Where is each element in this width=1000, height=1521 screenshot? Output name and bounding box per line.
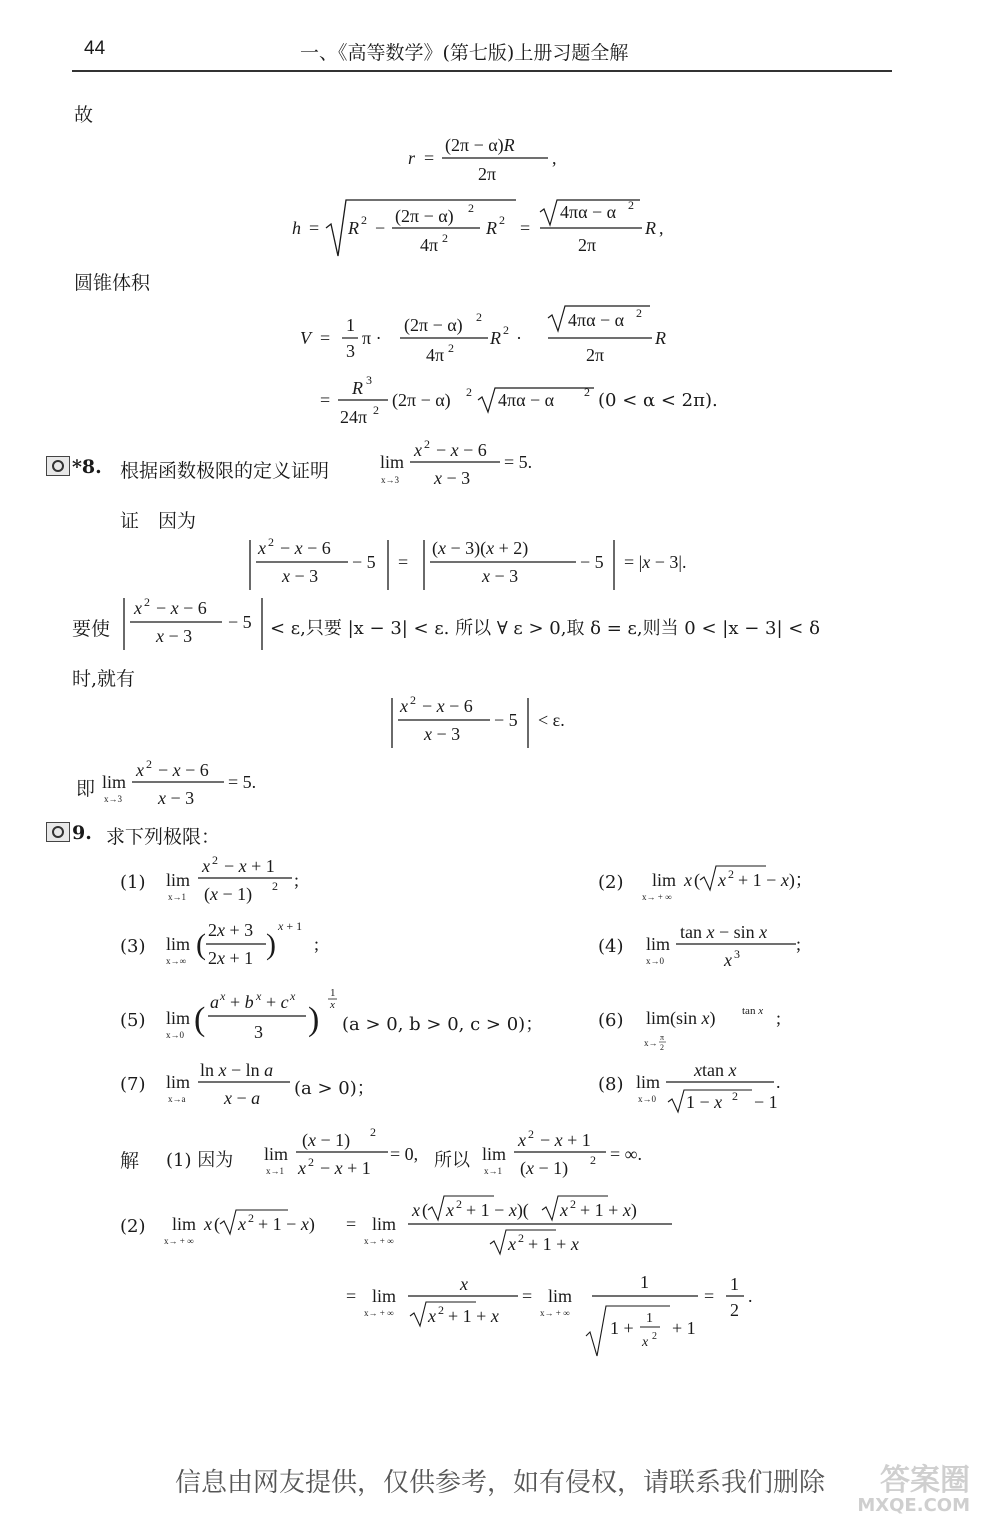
proof-line2-rest: < ε,只要 |x − 3| < ε. 所以 ∀ ε > 0,取 δ = ε,则当 0 < |x − 3| < δ	[270, 618, 820, 639]
svg-text:R: R	[655, 328, 666, 348]
item5-condition: (a > 0, b > 0, c > 0)；	[342, 1014, 544, 1035]
svg-text:2: 2	[146, 757, 152, 771]
svg-text:= 0,: = 0,	[390, 1144, 419, 1164]
svg-text:4πα − α: 4πα − α	[498, 390, 555, 410]
svg-text:1: 1	[640, 1272, 649, 1292]
svg-text:(2π − α): (2π − α)	[392, 390, 451, 410]
svg-text:lim: lim	[482, 1144, 507, 1164]
svg-text:V: V	[300, 328, 311, 348]
volume-condition: (0 < α < 2π).	[598, 390, 718, 411]
svg-text:;: ;	[314, 934, 320, 954]
svg-text:2: 2	[268, 535, 274, 549]
formula-sol-2b	[346, 1272, 753, 1356]
svg-text:2π: 2π	[586, 345, 605, 365]
svg-text:lim: lim	[372, 1286, 397, 1306]
svg-text:x: x	[400, 696, 408, 716]
svg-text:2: 2	[410, 693, 416, 707]
svg-text:(: (	[196, 928, 206, 961]
svg-text:x→: x→	[644, 1038, 658, 1048]
svg-text:= |x − 3|.: = |x − 3|.	[624, 552, 687, 572]
svg-text:a: a	[210, 992, 219, 1012]
problem8-number: *8.	[72, 456, 102, 478]
svg-text:=: =	[398, 552, 409, 572]
svg-text:(x − 1): (x − 1)	[302, 1130, 351, 1150]
svg-text:x: x	[460, 1274, 468, 1294]
formula-V	[300, 306, 666, 365]
proof-line3: 时,就有	[72, 668, 136, 690]
svg-text:): )	[308, 1001, 320, 1038]
watermark-logo: 答案圈	[880, 1463, 970, 1498]
svg-text:2: 2	[652, 1331, 657, 1342]
svg-text:x: x	[508, 1234, 516, 1254]
formula-r	[408, 135, 557, 184]
svg-text:x: x	[414, 440, 422, 460]
svg-text:R: R	[645, 218, 656, 238]
svg-text:x: x	[258, 538, 266, 558]
svg-text:1: 1	[346, 315, 355, 335]
svg-text:=: =	[320, 390, 331, 410]
svg-text:(2π − α)R: (2π − α)R	[445, 135, 515, 155]
svg-text:x: x	[428, 1306, 436, 1326]
svg-text:lim: lim	[646, 934, 671, 954]
svg-text:x − 3: x − 3	[424, 724, 461, 744]
svg-text:(x − 3)(x + 2): (x − 3)(x + 2)	[432, 538, 529, 558]
svg-text:2: 2	[518, 1231, 524, 1245]
svg-text:lim: lim	[166, 1008, 191, 1028]
svg-text:1: 1	[646, 1311, 653, 1326]
svg-text:< ε.: < ε.	[538, 710, 565, 730]
svg-text:=: =	[320, 328, 331, 348]
svg-text:x: x	[724, 950, 732, 970]
svg-text:x: x	[204, 1214, 212, 1234]
svg-text:x: x	[256, 989, 262, 1003]
svg-text:2: 2	[212, 853, 218, 867]
svg-text:+ c: + c	[266, 992, 289, 1012]
problem9-statement: 求下列极限：	[106, 826, 221, 848]
svg-text:− 1: − 1	[754, 1092, 778, 1112]
svg-text:x: x	[238, 1214, 246, 1234]
svg-text:2: 2	[466, 385, 472, 399]
svg-text:+ b: + b	[230, 992, 254, 1012]
formula-9-7	[166, 1060, 290, 1108]
svg-text:2: 2	[528, 1127, 534, 1141]
svg-text:x − 3: x − 3	[282, 566, 319, 586]
question-icon	[46, 456, 70, 476]
svg-text:− 5: − 5	[228, 612, 252, 632]
svg-text:x→0: x→0	[646, 956, 664, 966]
svg-text:x − 3: x − 3	[156, 626, 193, 646]
svg-text:lim(sin x): lim(sin x)	[646, 1008, 716, 1028]
svg-text:3: 3	[346, 341, 355, 361]
svg-text:3: 3	[734, 947, 740, 961]
svg-text:h: h	[292, 218, 301, 238]
svg-text:+ 1 + x): + 1 + x)	[580, 1200, 637, 1220]
svg-text:=: =	[346, 1286, 357, 1306]
volume-label: 圆锥体积	[74, 272, 151, 294]
formula-h	[292, 198, 664, 256]
svg-text:xtan x: xtan x	[694, 1060, 737, 1080]
svg-text:2: 2	[442, 231, 448, 245]
svg-text:lim: lim	[652, 870, 677, 890]
formula-conclusion	[102, 757, 256, 808]
svg-text:x: x	[202, 856, 210, 876]
svg-text:R: R	[352, 378, 363, 398]
formula-9-6	[644, 1005, 781, 1052]
formula-9-4	[646, 922, 801, 970]
item-label: (5)	[120, 1010, 146, 1031]
svg-text:): )	[266, 928, 276, 961]
svg-text:x − a: x − a	[224, 1088, 261, 1108]
item-label: (8)	[598, 1074, 624, 1095]
solution1-intro: (1) 因为	[166, 1150, 234, 1171]
item-label: (7)	[120, 1074, 146, 1095]
svg-text:x: x	[134, 598, 142, 618]
svg-text:1 +: 1 +	[610, 1318, 634, 1338]
proof-line2-start: 要使	[72, 618, 111, 640]
svg-text:2: 2	[732, 1089, 738, 1103]
page-number: 44	[84, 38, 106, 59]
svg-text:x→0: x→0	[166, 1030, 184, 1040]
svg-text:4πα − α: 4πα − α	[560, 202, 617, 222]
svg-text:3: 3	[254, 1022, 263, 1042]
item7-condition: (a > 0)；	[294, 1078, 375, 1099]
item-label: (4)	[598, 936, 624, 957]
svg-text:− x + 1: − x + 1	[320, 1158, 371, 1178]
svg-text:− x + 1: − x + 1	[224, 856, 275, 876]
formula-p8-limit	[380, 437, 532, 488]
svg-text:(: (	[194, 1001, 206, 1038]
svg-text:π ·: π ·	[362, 328, 382, 348]
formula-9-1	[166, 853, 299, 905]
svg-text:lim: lim	[172, 1214, 197, 1234]
svg-text:.: .	[776, 1072, 781, 1092]
svg-text:2: 2	[373, 403, 379, 417]
svg-text:lim: lim	[166, 1072, 191, 1092]
svg-text:x→ + ∞: x→ + ∞	[540, 1308, 570, 1318]
svg-text:2: 2	[730, 1300, 739, 1320]
svg-text:(: (	[422, 1200, 428, 1220]
svg-text:lim: lim	[166, 934, 191, 954]
svg-text:+ 1 − x)；: + 1 − x)；	[738, 870, 813, 890]
svg-text:2: 2	[308, 1155, 314, 1169]
conclusion-label: 即	[76, 778, 96, 800]
running-header: 一、《高等数学》(第七版)上册习题全解	[300, 42, 629, 64]
formula-9-5	[166, 987, 337, 1042]
svg-text:1 − x: 1 − x	[686, 1092, 723, 1112]
svg-text:,: ,	[659, 218, 664, 238]
svg-text:− 5: − 5	[352, 552, 376, 572]
solution2-label: (2)	[120, 1216, 146, 1237]
svg-text:x: x	[136, 760, 144, 780]
svg-text:x→ + ∞: x→ + ∞	[364, 1236, 394, 1246]
formula-proof-2	[124, 595, 262, 650]
svg-text:4π: 4π	[426, 345, 445, 365]
svg-text:x: x	[290, 989, 296, 1003]
svg-text:R: R	[486, 218, 497, 238]
svg-text:− 5: − 5	[494, 710, 518, 730]
problem8-statement: 根据函数极限的定义证明	[120, 460, 330, 482]
svg-text:=: =	[309, 218, 320, 238]
svg-text:x + 1: x + 1	[278, 919, 303, 933]
svg-text:(2π − α): (2π − α)	[395, 206, 454, 226]
svg-text:R: R	[490, 328, 501, 348]
svg-text:x→3: x→3	[381, 475, 399, 485]
formula-proof-3	[392, 693, 565, 748]
svg-text:x→1: x→1	[168, 892, 186, 902]
svg-text:tan x: tan x	[742, 1005, 764, 1017]
svg-text:2: 2	[248, 1211, 254, 1225]
svg-text:x: x	[518, 1130, 526, 1150]
svg-text:2: 2	[476, 310, 482, 324]
svg-text:4πα − α: 4πα − α	[568, 310, 625, 330]
svg-text:x: x	[220, 989, 226, 1003]
svg-text:+ 1: + 1	[672, 1318, 696, 1338]
svg-text:2: 2	[584, 385, 590, 399]
svg-text:=: =	[346, 1214, 357, 1234]
svg-text:− x − 6: − x − 6	[280, 538, 331, 558]
svg-text:2: 2	[570, 1197, 576, 1211]
svg-text:;: ;	[294, 870, 300, 890]
svg-text:(: (	[214, 1214, 220, 1234]
svg-text:lim: lim	[372, 1214, 397, 1234]
svg-text:2: 2	[144, 595, 150, 609]
item-label: (6)	[598, 1010, 624, 1031]
svg-text:4π: 4π	[420, 235, 439, 255]
svg-text:lim: lim	[102, 772, 127, 792]
svg-text:=: =	[704, 1286, 715, 1306]
svg-text:x→ + ∞: x→ + ∞	[164, 1236, 194, 1246]
svg-text:x→∞: x→∞	[166, 956, 186, 966]
formula-V2	[320, 373, 594, 427]
svg-text:= 5.: = 5.	[504, 452, 533, 472]
svg-text:2π: 2π	[578, 235, 597, 255]
item-label: (1)	[120, 872, 146, 893]
formula-9-8	[636, 1060, 781, 1112]
svg-text:x: x	[298, 1158, 306, 1178]
watermark-url: MXQE.COM	[857, 1495, 970, 1516]
svg-text:lim: lim	[264, 1144, 289, 1164]
svg-text:2: 2	[272, 879, 278, 893]
svg-text:− x − 6: − x − 6	[158, 760, 209, 780]
svg-text:2: 2	[448, 341, 454, 355]
formula-sol-2a	[164, 1196, 672, 1254]
svg-text:lim: lim	[166, 870, 191, 890]
svg-text:x→0: x→0	[638, 1094, 656, 1104]
paragraph-gu: 故	[74, 104, 94, 126]
svg-text:x: x	[718, 870, 726, 890]
svg-text:tan x − sin x: tan x − sin x	[680, 922, 768, 942]
svg-text:2: 2	[728, 867, 734, 881]
problem9-number: 9.	[72, 822, 92, 844]
svg-text:=: =	[424, 148, 435, 168]
svg-text:x − 3: x − 3	[434, 468, 471, 488]
svg-text:2x + 3: 2x + 3	[208, 920, 254, 940]
footer-notice: 信息由网友提供，仅供参考，如有侵权，请联系我们删除	[174, 1468, 825, 1498]
formula-9-2	[642, 866, 813, 902]
svg-text:+ 1 − x)(: + 1 − x)(	[466, 1200, 529, 1220]
item-label: (2)	[598, 872, 624, 893]
svg-text:π: π	[660, 1033, 665, 1042]
question-icon	[46, 822, 70, 842]
svg-text:2: 2	[424, 437, 430, 451]
svg-text:+ 1 + x: + 1 + x	[448, 1306, 499, 1326]
svg-text:(2π − α): (2π − α)	[404, 315, 463, 335]
svg-text:− x − 6: − x − 6	[156, 598, 207, 618]
svg-text:x: x	[412, 1200, 420, 1220]
svg-text:−: −	[375, 218, 386, 238]
svg-text:2: 2	[370, 1125, 376, 1139]
svg-text:3: 3	[366, 373, 372, 387]
svg-text:2: 2	[590, 1153, 596, 1167]
svg-text:2: 2	[456, 1197, 462, 1211]
svg-text:x − 3: x − 3	[158, 788, 195, 808]
svg-text:R: R	[348, 218, 359, 238]
formula-proof-1	[250, 535, 687, 590]
svg-text:lim: lim	[548, 1286, 573, 1306]
svg-text:x→ + ∞: x→ + ∞	[364, 1308, 394, 1318]
svg-text:2: 2	[503, 323, 509, 337]
svg-text:.: .	[748, 1286, 753, 1306]
svg-text:2: 2	[636, 306, 642, 320]
svg-text:24π: 24π	[340, 407, 368, 427]
solution-label: 解	[120, 1150, 140, 1172]
svg-text:2: 2	[628, 198, 634, 212]
svg-text:= 5.: = 5.	[228, 772, 257, 792]
svg-text:(x − 1): (x − 1)	[204, 884, 253, 904]
svg-text:=: =	[520, 218, 531, 238]
svg-text:2: 2	[499, 213, 505, 227]
svg-text:,: ,	[552, 148, 557, 168]
svg-text:lim: lim	[636, 1072, 661, 1092]
svg-text:x: x	[642, 1335, 649, 1350]
svg-text:r: r	[408, 148, 416, 168]
svg-text:x→ + ∞: x→ + ∞	[642, 892, 672, 902]
solution1-so: 所以	[434, 1150, 470, 1171]
svg-text:2: 2	[468, 201, 474, 215]
svg-text:2x + 1: 2x + 1	[208, 948, 254, 968]
svg-text:x: x	[330, 999, 335, 1011]
svg-text:=: =	[522, 1286, 533, 1306]
svg-text:lim: lim	[380, 452, 405, 472]
svg-text:1: 1	[330, 987, 336, 999]
svg-text:ln x − ln a: ln x − ln a	[200, 1060, 274, 1080]
svg-text:;: ;	[776, 1008, 782, 1028]
proof-label: 证 因为	[120, 510, 197, 532]
svg-text:;: ;	[796, 934, 802, 954]
svg-text:− 5: − 5	[580, 552, 604, 572]
svg-text:2π: 2π	[478, 164, 497, 184]
svg-text:2: 2	[438, 1303, 444, 1317]
svg-text:− x + 1: − x + 1	[540, 1130, 591, 1150]
svg-text:x→a: x→a	[168, 1094, 186, 1104]
formula-9-3	[166, 919, 319, 968]
svg-text:− x − 6: − x − 6	[436, 440, 487, 460]
svg-text:x→1: x→1	[484, 1166, 502, 1176]
item-label: (3)	[120, 936, 146, 957]
svg-text:x→3: x→3	[104, 794, 122, 804]
svg-text:x − 3: x − 3	[482, 566, 519, 586]
svg-text:2: 2	[361, 213, 367, 227]
svg-text:x→1: x→1	[266, 1166, 284, 1176]
svg-text:(x − 1): (x − 1)	[520, 1158, 569, 1178]
svg-text:1: 1	[730, 1274, 739, 1294]
svg-text:x: x	[446, 1200, 454, 1220]
svg-text:x: x	[684, 870, 692, 890]
svg-text:+ 1 − x): + 1 − x)	[258, 1214, 315, 1234]
svg-text:= ∞.: = ∞.	[610, 1144, 642, 1164]
svg-text:(: (	[694, 870, 700, 890]
svg-text:+ 1 + x: + 1 + x	[528, 1234, 579, 1254]
svg-text:·: ·	[516, 328, 522, 348]
svg-text:x: x	[560, 1200, 568, 1220]
svg-text:2: 2	[660, 1043, 664, 1052]
svg-text:− x − 6: − x − 6	[422, 696, 473, 716]
